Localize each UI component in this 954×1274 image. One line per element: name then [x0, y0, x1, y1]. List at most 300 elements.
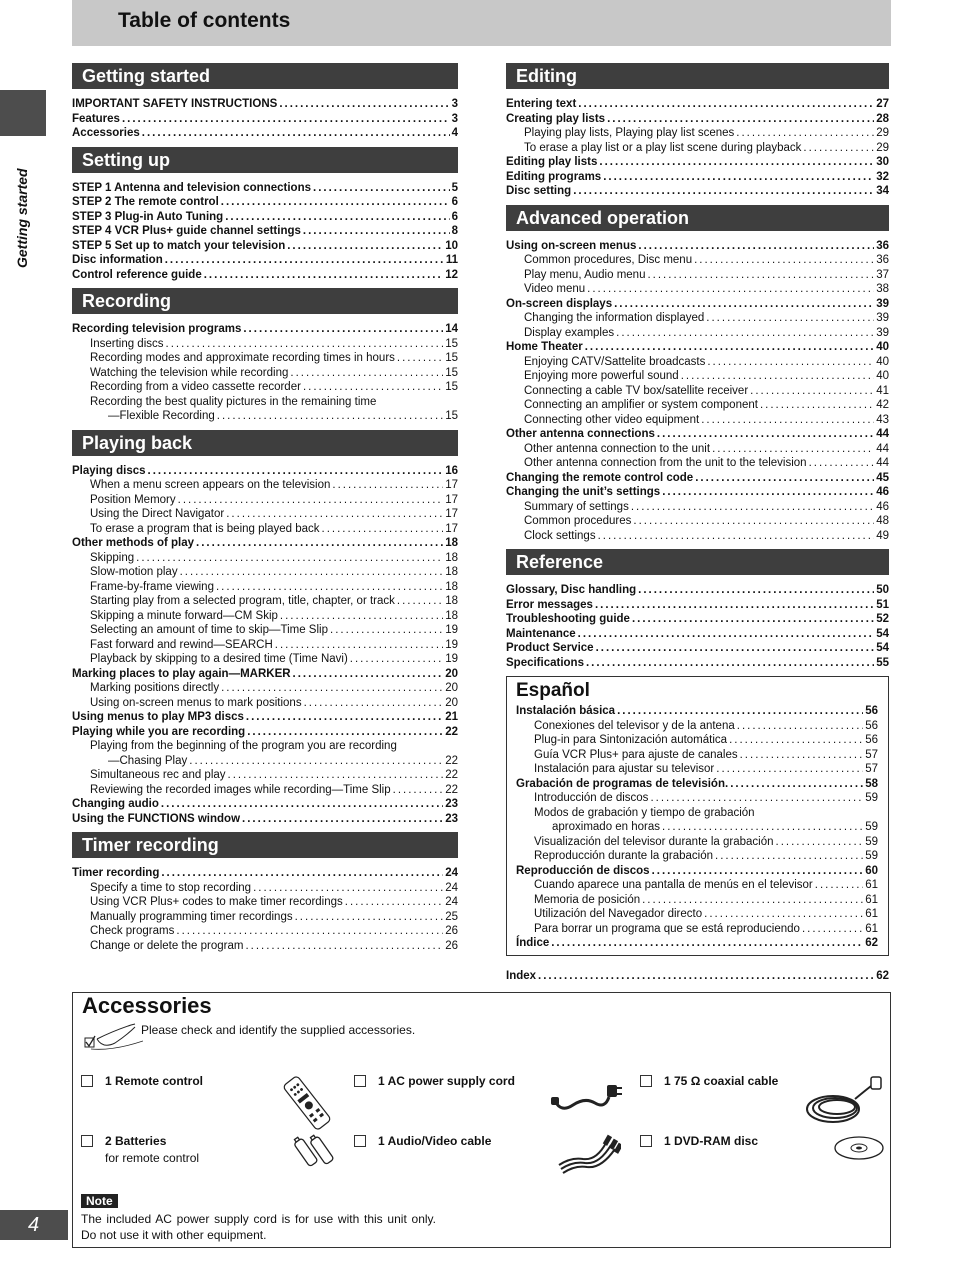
- toc-entry-page: 60: [865, 864, 878, 877]
- toc-entry-page: 23: [445, 798, 458, 810]
- toc-entry-title: Selecting an amount of time to skip—Time Slip: [90, 624, 328, 636]
- toc-entry-title: Other antenna connection from the unit to the television: [524, 457, 807, 469]
- accessory-label: 1 75 Ω coaxial cable: [664, 1073, 779, 1088]
- toc-entry: [506, 442, 889, 457]
- toc-entry-title: Timer recording: [72, 867, 160, 879]
- toc-entry-title: Glossary, Disc handling: [506, 584, 637, 596]
- toc-entry-page: 11: [445, 254, 458, 266]
- accessory-av-cable: [354, 1133, 491, 1148]
- toc-entry-title: Editing play lists: [506, 156, 598, 168]
- toc-entry-page: 22: [445, 783, 458, 796]
- toc-entry-title: Video menu: [524, 283, 586, 295]
- toc-entry-page: 59: [865, 835, 878, 848]
- toc-entry-title: IMPORTANT SAFETY INSTRUCTIONS: [72, 98, 278, 110]
- toc-entry: [72, 924, 458, 939]
- toc-entry: [72, 522, 458, 537]
- toc-entry-page: 6: [451, 196, 458, 208]
- toc-entry-page: 16: [445, 464, 458, 477]
- dot-leader: [587, 282, 874, 297]
- toc-entry-page: 39: [876, 312, 889, 324]
- dot-leader: [142, 126, 450, 141]
- toc-entry-page: 18: [445, 595, 458, 607]
- toc-entry: [72, 210, 458, 225]
- toc-entry: [506, 384, 889, 399]
- toc-entry-page: 36: [876, 239, 889, 252]
- dot-leader: [633, 514, 874, 529]
- toc-entry-title: Recording television programs: [72, 323, 242, 335]
- toc-entry-title: Manually programming timer recordings: [90, 910, 293, 923]
- accessory-label: 2 Batteries: [105, 1133, 167, 1148]
- dot-leader: [245, 939, 443, 954]
- toc-entry-title: Marking places to play again—MARKER: [72, 667, 291, 680]
- toc-entry-title: Enjoying CATV/Sattelite broadcasts: [524, 355, 706, 368]
- espanol-entries: [516, 704, 878, 951]
- dot-leader: [776, 835, 864, 850]
- toc-entry-title: Changing the remote control code: [506, 471, 694, 484]
- toc-entry-page: 39: [876, 297, 889, 310]
- dot-leader: [596, 641, 875, 656]
- toc-entry-page: 14: [445, 323, 458, 335]
- dot-leader: [287, 239, 443, 254]
- dot-leader: [617, 704, 863, 719]
- toc-entry-title: Features: [72, 112, 120, 125]
- toc-entry-title: Playing play lists, Playing play list scenes: [524, 127, 735, 139]
- dot-leader: [616, 326, 874, 341]
- dot-leader: [707, 355, 874, 370]
- toc-entry-title: Watching the television while recording: [90, 366, 289, 379]
- dot-leader: [397, 351, 443, 366]
- toc-entry: [516, 922, 878, 937]
- dot-leader: [332, 478, 443, 493]
- section-heading: Setting up: [72, 147, 458, 173]
- toc-entry: [506, 413, 889, 428]
- toc-entry-page: 43: [876, 413, 889, 426]
- accessory-dvd-ram-disc: [640, 1133, 758, 1148]
- toc-entry: [72, 565, 458, 580]
- toc-entry: [506, 583, 889, 598]
- dot-leader: [599, 155, 874, 170]
- dot-leader: [598, 529, 875, 544]
- toc-entry-title: Entering text: [506, 98, 577, 110]
- toc-entry-title: To erase a play list or a play list scene during playback: [524, 141, 802, 154]
- toc-entry: [72, 895, 458, 910]
- toc-entry-page: 51: [876, 598, 889, 611]
- dot-leader: [737, 719, 863, 734]
- side-tab-marker: [0, 90, 46, 136]
- toc-entry-page: 20: [445, 667, 458, 680]
- toc-entry: [72, 181, 458, 196]
- dot-leader: [225, 210, 449, 225]
- toc-entry: [506, 500, 889, 515]
- toc-entry: [506, 641, 889, 656]
- toc-entry-title: Connecting other video equipment: [524, 413, 700, 426]
- toc-entry-page: 45: [876, 471, 889, 484]
- dot-leader: [280, 609, 443, 624]
- toc-entry-page: 5: [451, 181, 458, 194]
- toc-entry: [516, 907, 878, 922]
- toc-entry: [506, 297, 889, 312]
- section-heading: Editing: [506, 63, 889, 89]
- toc-entry-title: Recording from a video cassette recorder: [90, 381, 301, 393]
- toc-entry-page: 61: [865, 908, 878, 920]
- toc-entry: [506, 282, 889, 297]
- toc-section: [72, 288, 458, 424]
- dvd-disc-icon: [833, 1135, 885, 1161]
- left-toc-column: [72, 63, 458, 953]
- toc-entry-page: 56: [865, 734, 878, 746]
- toc-entry-title: Playing while you are recording: [72, 725, 246, 738]
- toc-entry: [72, 939, 458, 954]
- dot-leader: [740, 748, 864, 763]
- toc-entry: [72, 224, 458, 239]
- dot-leader: [313, 181, 450, 196]
- dot-leader: [242, 812, 443, 827]
- toc-entry-page: 30: [876, 156, 889, 168]
- toc-entry: [506, 369, 889, 384]
- toc-entry: [506, 969, 889, 984]
- dot-leader: [295, 910, 444, 925]
- toc-entry-title: Reproducción de discos: [516, 864, 650, 877]
- right-sections: [506, 63, 889, 670]
- toc-entry-page: 3: [451, 98, 458, 110]
- dot-leader: [161, 866, 443, 881]
- toc-entry-title: Connecting an amplifier or system component: [524, 399, 758, 411]
- toc-entry-page: 59: [865, 850, 878, 862]
- toc-entry-title: aproximado en horas: [552, 821, 661, 833]
- toc-entry-title: Para borrar un programa que se está reproduciendo: [534, 922, 800, 935]
- toc-entry: [516, 719, 878, 734]
- toc-entry: [72, 881, 458, 896]
- toc-entry-title: Using the Direct Navigator: [90, 508, 225, 520]
- toc-entry-page: 54: [876, 627, 889, 640]
- toc-entry: [72, 812, 458, 827]
- dot-leader: [397, 594, 443, 609]
- toc-entry: [72, 366, 458, 381]
- toc-entry-title: Instalación básica: [516, 705, 616, 717]
- toc-entry-title: Skipping: [90, 551, 135, 564]
- toc-entry-title: Disc information: [72, 254, 163, 266]
- dot-leader: [148, 464, 444, 479]
- checkbox[interactable]: [640, 1075, 652, 1087]
- toc-entry-title: Enjoying more powerful sound: [524, 370, 679, 382]
- toc-entry: [72, 97, 458, 112]
- toc-entry: [72, 253, 458, 268]
- toc-entry-page: 15: [445, 352, 458, 364]
- dot-leader: [226, 507, 443, 522]
- toc-entry-title: Home Theater: [506, 341, 583, 353]
- dot-leader: [578, 627, 875, 642]
- dot-leader: [662, 820, 863, 835]
- toc-entry-page: 57: [865, 763, 878, 775]
- section-heading: Recording: [72, 288, 458, 314]
- toc-entry-page: 4: [451, 127, 458, 139]
- toc-entry-page: 19: [445, 653, 458, 665]
- toc-entry: [72, 710, 458, 725]
- toc-entry: [506, 612, 889, 627]
- dot-leader: [538, 969, 874, 984]
- toc-entry: [506, 627, 889, 642]
- toc-section: [72, 832, 458, 953]
- toc-entry-page: 42: [876, 399, 889, 411]
- toc-entry-title: Using VCR Plus+ codes to make timer recordings: [90, 896, 343, 908]
- toc-entry-title: Changing the unit’s settings: [506, 486, 661, 498]
- toc-entry-page: 20: [445, 696, 458, 709]
- dot-leader: [652, 864, 864, 879]
- toc-entry: [506, 514, 889, 529]
- toc-entry-title: Summary of settings: [524, 500, 629, 513]
- toc-entry-page: 24: [445, 881, 458, 894]
- toc-entry-title: Simultaneous rec and play: [90, 769, 226, 781]
- toc-entry-title: STEP 1 Antenna and television connections: [72, 181, 311, 194]
- toc-entry: [506, 268, 889, 283]
- toc-entry: [506, 112, 889, 127]
- accessory-sublabel: for remote control: [105, 1150, 200, 1165]
- toc-entry-page: 62: [865, 937, 878, 949]
- toc-entry: [506, 170, 889, 185]
- dot-leader: [760, 398, 874, 413]
- toc-entry: [72, 594, 458, 609]
- toc-entry-page: 44: [876, 428, 889, 440]
- toc-entry-page: 18: [445, 609, 458, 622]
- checkbox[interactable]: [81, 1135, 93, 1147]
- toc-entry-page: 25: [445, 910, 458, 923]
- toc-entry-page: 54: [876, 642, 889, 654]
- dot-leader: [217, 409, 443, 424]
- dot-leader: [304, 696, 444, 711]
- toc-entry-title: Specify a time to stop recording: [90, 881, 252, 894]
- toc-entry: [72, 507, 458, 522]
- toc-entry: [506, 471, 889, 486]
- toc-entry: [516, 733, 878, 748]
- toc-entry-title: Index: [506, 969, 537, 982]
- toc-entry: [72, 667, 458, 682]
- accessory-label: 1 AC power supply cord: [378, 1073, 515, 1088]
- toc-entry: [506, 598, 889, 613]
- dot-leader: [802, 922, 863, 937]
- toc-entry: [516, 762, 878, 777]
- toc-section: [506, 205, 889, 544]
- toc-entry-title: Reproducción durante la grabación: [534, 850, 714, 862]
- title-bar: [72, 0, 891, 46]
- checklist-pen-icon: [83, 1021, 143, 1057]
- toc-entry-page: 17: [445, 493, 458, 506]
- dot-leader: [253, 881, 443, 896]
- toc-entry: [516, 820, 878, 835]
- toc-entry-page: 46: [876, 486, 889, 498]
- dot-leader: [345, 895, 443, 910]
- toc-entry-title: Error messages: [506, 598, 593, 611]
- toc-entry-page: 44: [876, 442, 889, 455]
- toc-entry: [506, 485, 889, 500]
- toc-entry-title: Creating play lists: [506, 112, 606, 125]
- toc-entry: [72, 696, 458, 711]
- accessory-label: 1 DVD-RAM disc: [664, 1133, 759, 1148]
- toc-entry-title: Inserting discs: [90, 337, 164, 350]
- toc-entry-page: 15: [445, 366, 458, 379]
- dot-leader: [228, 768, 444, 783]
- dot-leader: [122, 112, 450, 127]
- dot-leader: [136, 551, 443, 566]
- toc-entry-title: Slow-motion play: [90, 566, 178, 578]
- toc-entry-title: Using on-screen menus: [506, 239, 637, 252]
- toc-entry-title: When a menu screen appears on the television: [90, 479, 331, 491]
- coaxial-cable-icon: [803, 1075, 885, 1131]
- toc-entry-title: STEP 5 Set up to match your television: [72, 239, 286, 252]
- dot-leader: [196, 536, 443, 551]
- toc-entry-title: Conexiones del televisor y de la antena: [534, 719, 735, 732]
- dot-leader: [803, 141, 874, 156]
- checkbox[interactable]: [81, 1075, 93, 1087]
- dot-leader: [393, 783, 444, 798]
- toc-entry: [506, 311, 889, 326]
- toc-entry-page: 61: [865, 893, 878, 906]
- dot-leader: [586, 656, 874, 671]
- toc-entry-title: Frame-by-frame viewing: [90, 580, 214, 593]
- toc-entry-page: 24: [445, 896, 458, 908]
- toc-entry-page: 58: [865, 777, 878, 790]
- toc-entry-page: 40: [876, 370, 889, 382]
- dot-leader: [303, 224, 450, 239]
- accessory-label: 1 Remote control: [105, 1073, 204, 1088]
- toc-entry-page: 22: [445, 725, 458, 738]
- dot-leader: [303, 380, 443, 395]
- toc-entry: [72, 268, 458, 283]
- toc-entry-title: Memoria de posición: [534, 893, 641, 906]
- toc-entry-title: Recording modes and approximate recording times in hours: [90, 352, 395, 364]
- toc-entry: [506, 340, 889, 355]
- toc-entry-title: Position Memory: [90, 493, 176, 506]
- toc-entry: [72, 797, 458, 812]
- dot-leader: [221, 195, 450, 210]
- toc-entry: [516, 777, 878, 792]
- toc-entry-title: Playing from the beginning of the program you are recording: [90, 740, 397, 752]
- toc-entry-title: Maintenance: [506, 627, 576, 640]
- toc-entry-title: Change or delete the program: [90, 939, 244, 952]
- toc-entry: [72, 638, 458, 653]
- accessories-box: [72, 992, 891, 1248]
- dot-leader: [279, 97, 449, 112]
- checkbox[interactable]: [354, 1075, 366, 1087]
- dot-leader: [176, 924, 443, 939]
- toc-entry-page: 39: [876, 326, 889, 339]
- toc-entry-page: 26: [445, 939, 458, 952]
- espanol-box: [506, 676, 889, 956]
- toc-entry: [72, 409, 458, 424]
- toc-entry-page: 10: [445, 239, 458, 252]
- toc-entry-page: 15: [445, 381, 458, 393]
- toc-entry: [72, 580, 458, 595]
- dot-leader: [809, 456, 875, 471]
- accessory-batteries: [81, 1133, 199, 1165]
- toc-entry-title: Check programs: [90, 925, 175, 937]
- toc-entry-page: 21: [445, 711, 458, 723]
- toc-entry-page: 24: [445, 867, 458, 879]
- toc-entry-title: To erase a program that is being played back: [90, 522, 320, 535]
- dot-leader: [246, 710, 443, 725]
- toc-entry-page: 49: [876, 529, 889, 542]
- dot-leader: [573, 184, 874, 199]
- page-title: Table of contents: [118, 9, 291, 32]
- toc-entry-page: 8: [451, 225, 458, 237]
- toc-entry-page: 26: [445, 925, 458, 937]
- toc-entry-title: Fast forward and rewind—SEARCH: [90, 638, 273, 651]
- note-label: Note: [81, 1194, 118, 1208]
- toc-entry: [72, 623, 458, 638]
- toc-entry-page: 59: [865, 821, 878, 833]
- accessory-label: 1 Audio/Video cable: [378, 1133, 492, 1148]
- dot-leader: [578, 97, 874, 112]
- toc-entry-page: 22: [445, 754, 458, 767]
- checkbox[interactable]: [640, 1135, 652, 1147]
- toc-entry-page: 27: [876, 98, 889, 110]
- toc-entry-title: Grabación de programas de televisión.: [516, 777, 729, 790]
- toc-entry: [72, 395, 458, 410]
- toc-entry: [506, 184, 889, 199]
- toc-entry-page: 41: [876, 384, 889, 397]
- toc-entry-title: Introducción de discos: [534, 792, 649, 804]
- dot-leader: [243, 322, 443, 337]
- accessories-title: Accessories: [82, 993, 212, 1018]
- av-cable-icon: [555, 1133, 621, 1177]
- toc-entry: [72, 551, 458, 566]
- dot-leader: [647, 268, 874, 283]
- dot-leader: [350, 652, 443, 667]
- toc-entry: [506, 97, 889, 112]
- side-chapter-label: Getting started: [14, 168, 30, 268]
- toc-entry-page: 3: [451, 112, 458, 125]
- toc-entry: [506, 529, 889, 544]
- dot-leader: [715, 849, 863, 864]
- dot-leader: [216, 580, 443, 595]
- dot-leader: [178, 493, 444, 508]
- toc-entry-title: Connecting a cable TV box/satellite receiver: [524, 384, 749, 397]
- toc-entry: [506, 326, 889, 341]
- dot-leader: [165, 253, 444, 268]
- toc-section: [72, 63, 458, 141]
- toc-section: [72, 147, 458, 283]
- dot-leader: [750, 384, 874, 399]
- section-heading: Getting started: [72, 63, 458, 89]
- dot-leader: [815, 878, 863, 893]
- toc-entry-page: 18: [445, 537, 458, 549]
- toc-entry-page: 19: [445, 638, 458, 651]
- toc-entry: [516, 864, 878, 879]
- toc-entry-page: 28: [876, 112, 889, 125]
- toc-entry-page: 29: [876, 127, 889, 139]
- toc-entry-title: Editing programs: [506, 170, 602, 183]
- toc-entry-title: —Chasing Play: [108, 754, 188, 767]
- dot-leader: [694, 253, 874, 268]
- toc-entry-page: 56: [865, 719, 878, 732]
- toc-entry: [72, 681, 458, 696]
- dot-leader: [736, 126, 874, 141]
- toc-entry-page: 56: [865, 705, 878, 717]
- checkbox[interactable]: [354, 1135, 366, 1147]
- dot-leader: [695, 471, 874, 486]
- toc-entry: [516, 936, 878, 951]
- dot-leader: [161, 797, 443, 812]
- right-toc-column: [506, 63, 889, 983]
- note-text: The included AC power supply cord is for use with this unit only. Do not use it with other equipment.: [81, 1212, 436, 1242]
- accessory-coaxial-cable: [640, 1073, 778, 1088]
- toc-entry-title: —Flexible Recording: [108, 410, 215, 422]
- toc-entry-title: Using the FUNCTIONS window: [72, 812, 241, 825]
- dot-leader: [330, 623, 443, 638]
- toc-entry-page: 18: [445, 551, 458, 564]
- toc-entry: [72, 478, 458, 493]
- dot-leader: [631, 500, 874, 515]
- toc-entry-page: 37: [876, 268, 889, 281]
